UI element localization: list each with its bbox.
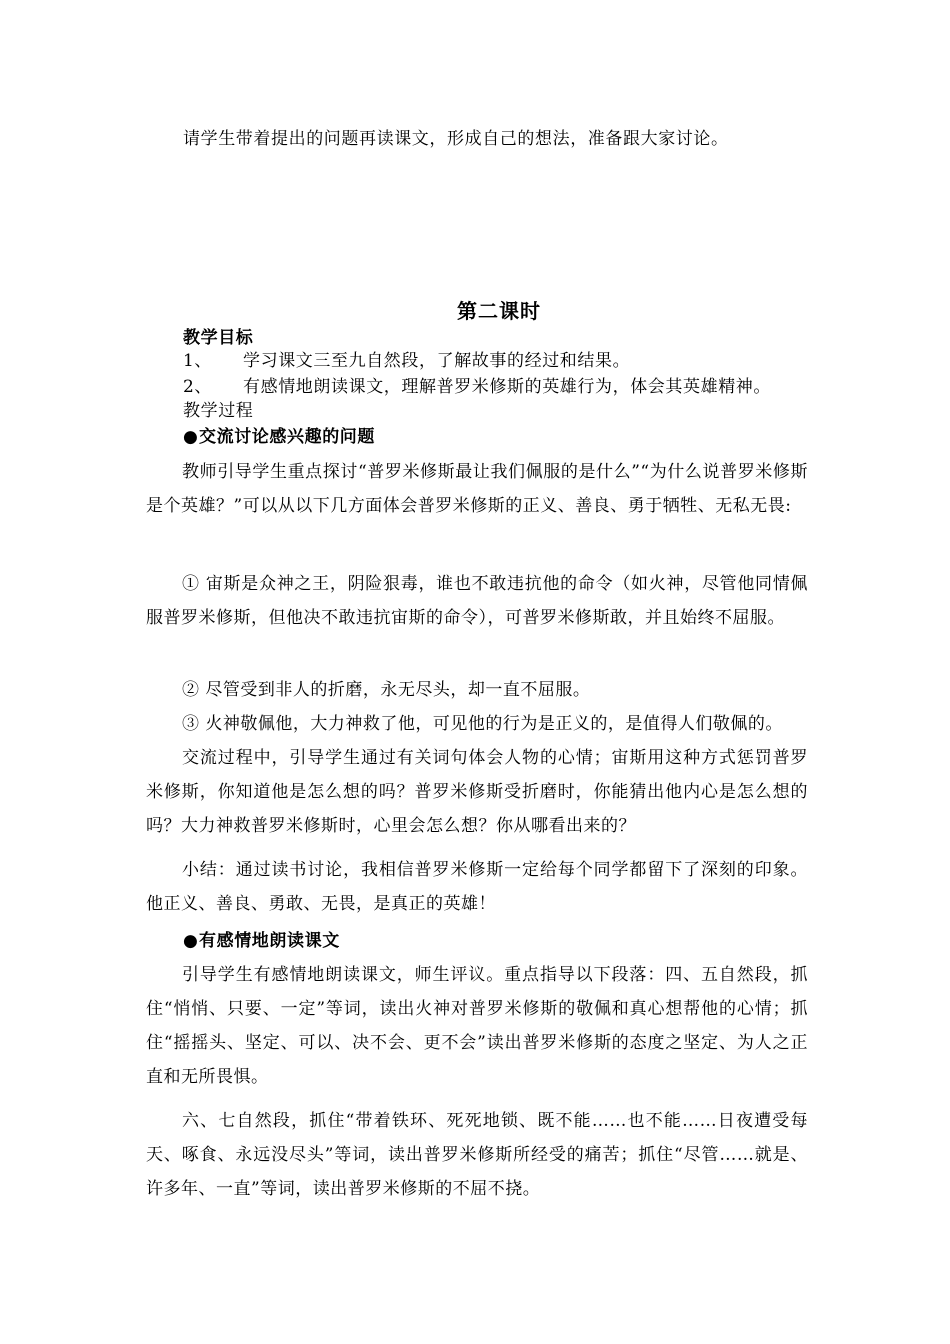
section2-heading bbox=[183, 930, 340, 952]
section1-paragraph-3: ② 尽管受到非人的折磨，永无尽头，却一直不屈服。 bbox=[182, 680, 591, 700]
goal-number: 1、 bbox=[183, 351, 213, 371]
bullet-icon: ● bbox=[183, 427, 199, 447]
section2-paragraph-1: 引导学生有感情地朗读课文，师生评议。重点指导以下段落：四、五自然段，抓住“悄悄、只要、一定”等词，读出火神对普罗米修斯的敬佩和真心想帮他的心情；抓住“摇摇头、坚定、可以、决不会、更不会”读出普罗米修斯的态度之坚定、为人之正直和无所畏惧。 bbox=[146, 965, 808, 1087]
section1-heading bbox=[183, 426, 375, 448]
goal-text: 有感情地朗读课文，理解普罗米修斯的英雄行为，体会其英雄精神。 bbox=[243, 377, 771, 397]
process-heading: 教学过程 bbox=[183, 401, 254, 421]
goals-heading: 教学目标 bbox=[183, 328, 254, 348]
goal-number: 2、 bbox=[183, 377, 213, 397]
section2-paragraph-2: 六、七自然段，抓住“带着铁环、死死地锁、既不能……也不能……日夜遭受每天、啄食、永远没尽头”等词，读出普罗米修斯所经受的痛苦；抓住“尽管……就是、许多年、一直”等词，读出普罗米修斯的不屈不挠。 bbox=[146, 1111, 808, 1199]
goal-item-2 bbox=[183, 376, 771, 398]
goal-item-1 bbox=[183, 350, 630, 372]
lesson-title: 第二课时 bbox=[457, 299, 541, 323]
section1-paragraph-5: 交流过程中，引导学生通过有关词句体会人物的心情；宙斯用这种方式惩罚普罗米修斯，你知道他是怎么想的吗？普罗米修斯受折磨时，你能猜出他内心是怎么想的吗？大力神救普罗米修斯时，心里会怎么想？你从哪看出来的？ bbox=[146, 748, 808, 836]
section1-paragraph-4: ③ 火神敬佩他，大力神救了他，可见他的行为是正义的，是值得人们敬佩的。 bbox=[182, 714, 783, 734]
section1-summary: 小结：通过读书讨论，我相信普罗米修斯一定给每个同学都留下了深刻的印象。他正义、善良、勇敢、无畏，是真正的英雄！ bbox=[146, 860, 808, 914]
section2-title: 有感情地朗读课文 bbox=[199, 931, 340, 951]
intro-paragraph: 请学生带着提出的问题再读课文，形成自己的想法，准备跟大家讨论。 bbox=[183, 129, 729, 149]
section1-title: 交流讨论感兴趣的问题 bbox=[199, 427, 375, 447]
section1-paragraph-2: ① 宙斯是众神之王，阴险狠毒，谁也不敢违抗他的命令（如火神，尽管他同情佩服普罗米修斯，但他决不敢违抗宙斯的命令），可普罗米修斯敢，并且始终不屈服。 bbox=[146, 574, 808, 628]
section1-paragraph-1: 教师引导学生重点探讨“普罗米修斯最让我们佩服的是什么”“为什么说普罗米修斯是个英雄？”可以从以下几方面体会普罗米修斯的正义、善良、勇于牺牲、无私无畏: bbox=[146, 462, 808, 516]
goal-text: 学习课文三至九自然段，了解故事的经过和结果。 bbox=[243, 351, 631, 371]
bullet-icon: ● bbox=[183, 931, 199, 951]
